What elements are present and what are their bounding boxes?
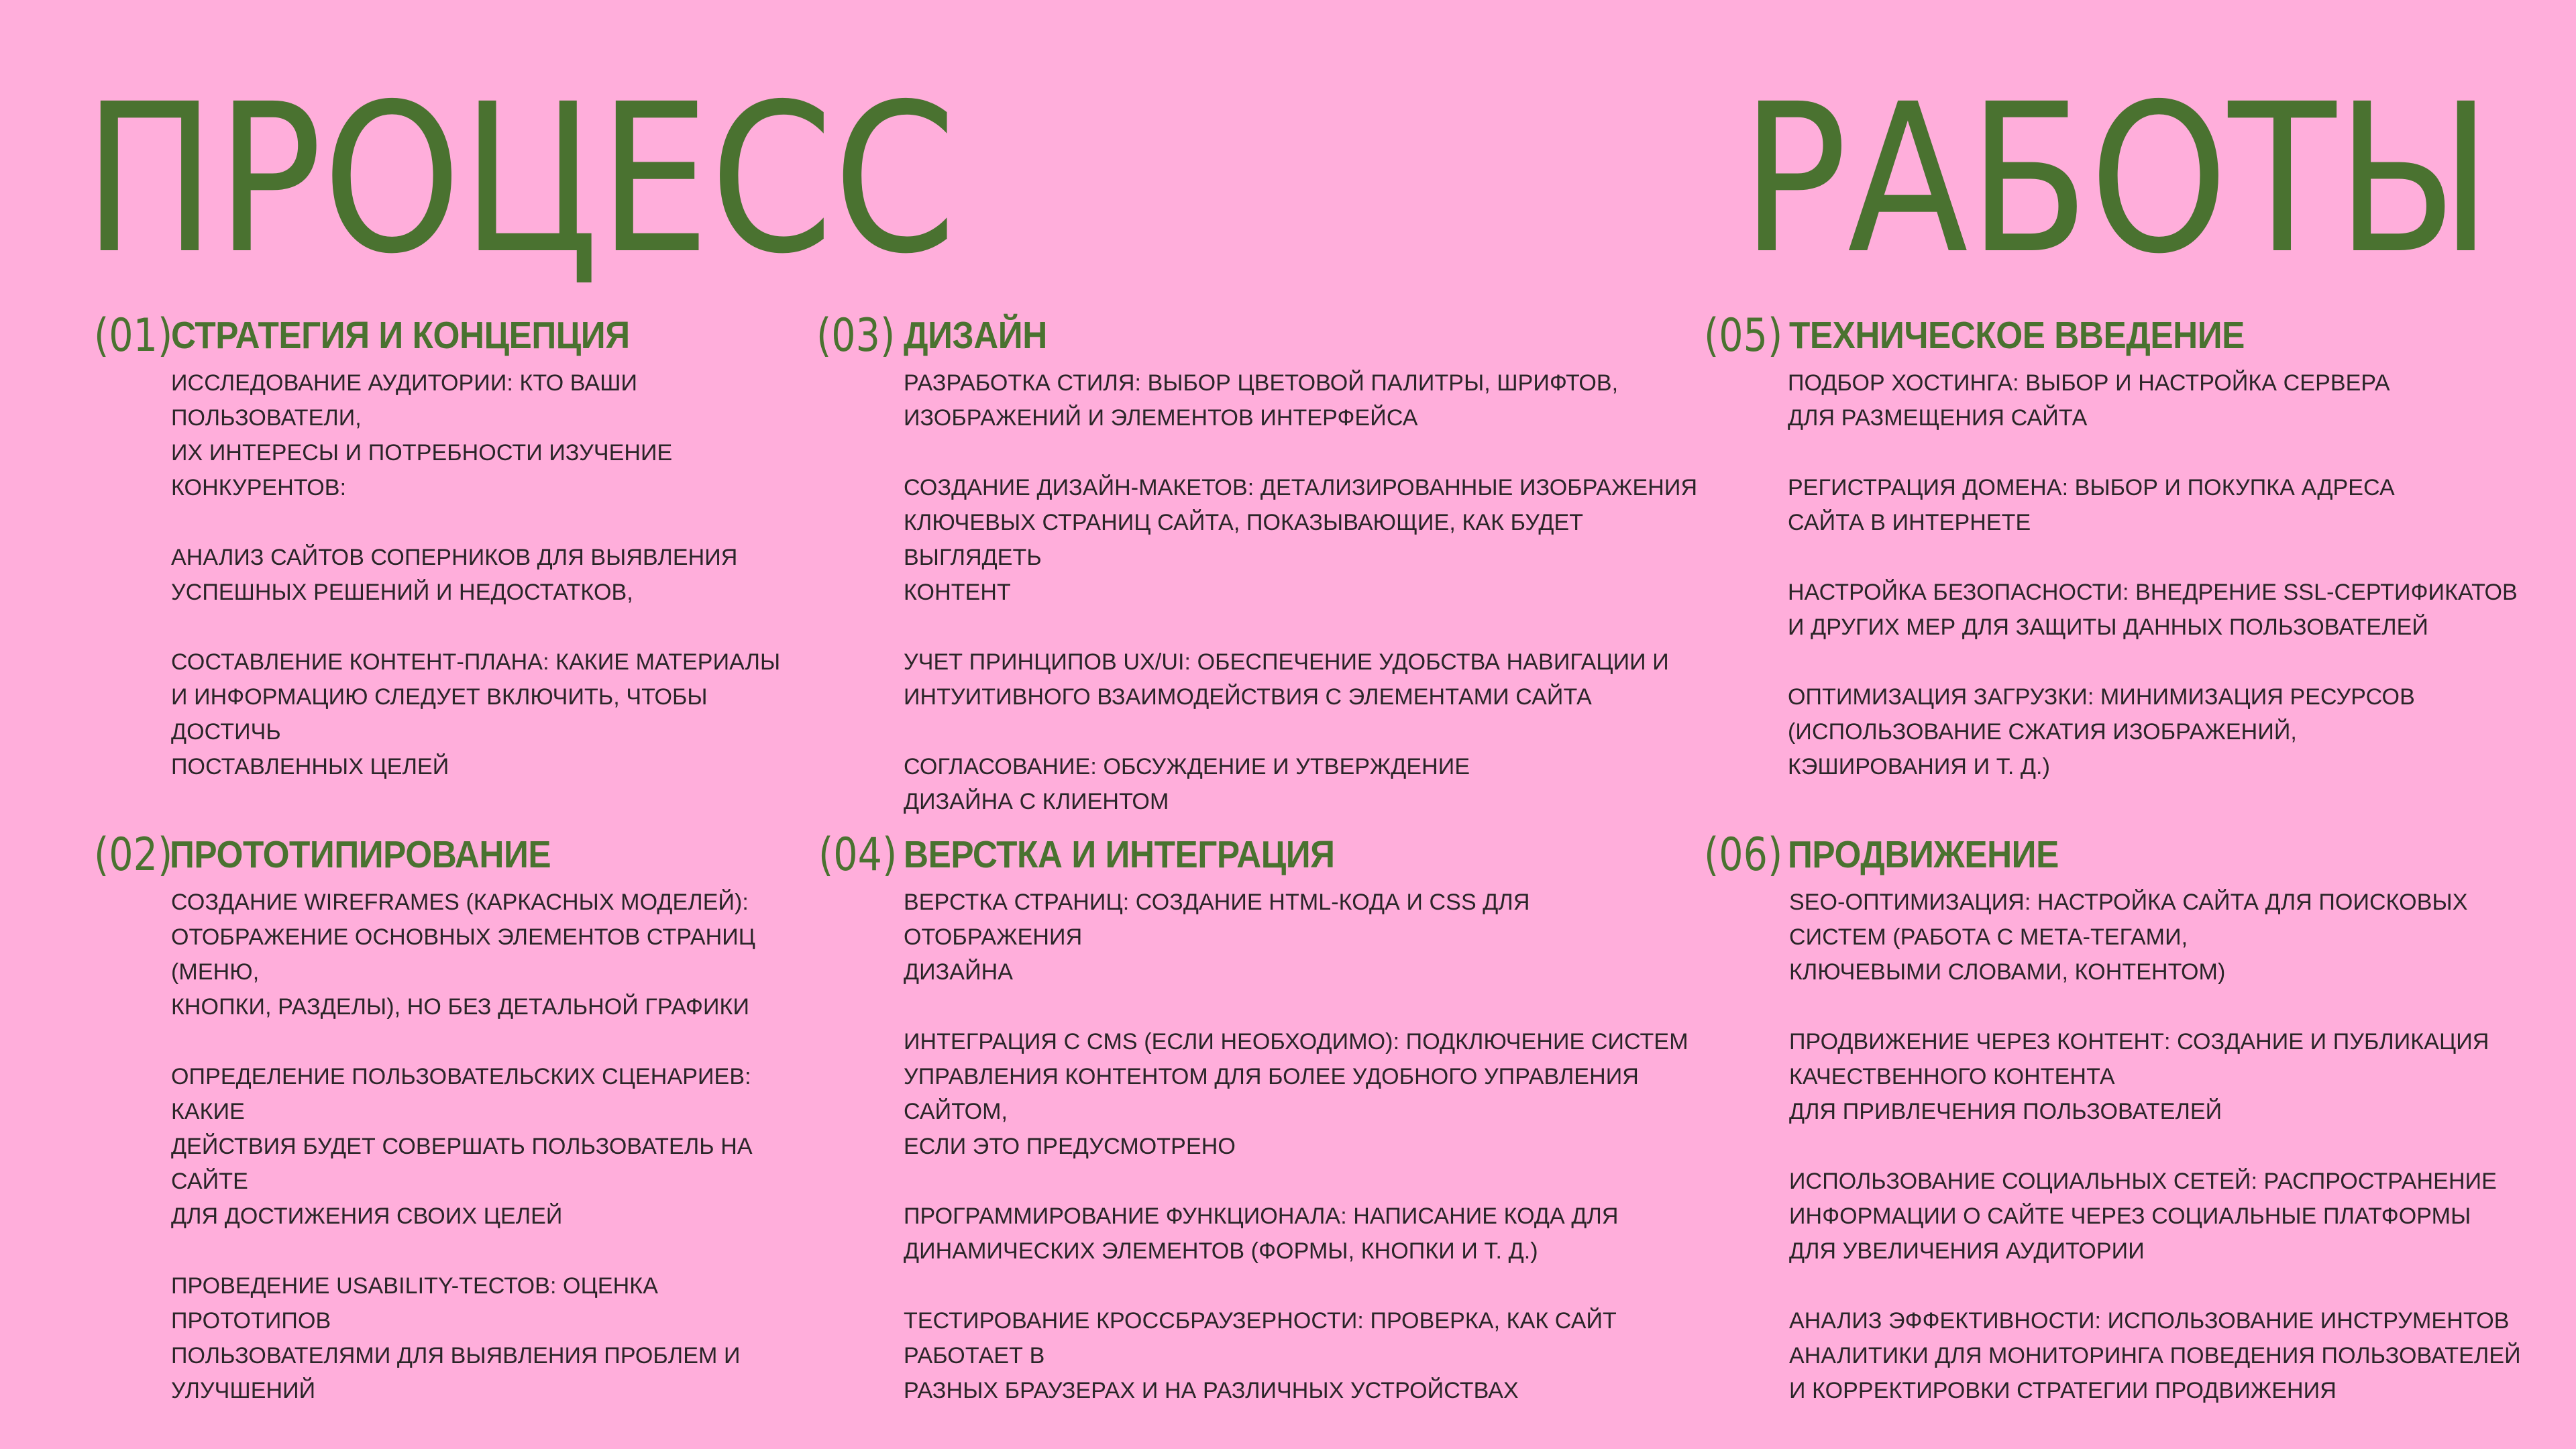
section-items: [904, 366, 1709, 854]
list-item: РЕГИСТРАЦИЯ ДОМЕНА: ВЫБОР И ПОКУПКА АДРЕСА САЙТА В ИНТЕРНЕТЕ: [1788, 475, 2395, 535]
list-item: СОСТАВЛЕНИЕ КОНТЕНТ-ПЛАНА: КАКИЕ МАТЕРИАЛЫ И ИНФОРМАЦИЮ СЛЕДУЕТ ВКЛЮЧИТЬ, ЧТОБЫ ДОСТИЧЬ ПОСТАВЛЕННЫХ ЦЕЛЕЙ: [171, 649, 781, 780]
section-strategy: [94, 307, 781, 780]
section-heading: ТЕХНИЧЕСКОЕ ВВЕДЕНИЕ: [1789, 314, 2245, 357]
list-item: СОЗДАНИЕ WIREFRAMES (КАРКАСНЫХ МОДЕЛЕЙ): ОТОБРАЖЕНИЕ ОСНОВНЫХ ЭЛЕМЕНТОВ СТРАНИЦ (МЕНЮ, КНОПКИ, РАЗДЕЛЫ), НО БЕЗ ДЕТАЛЬНОЙ ГРАФИКИ: [171, 890, 756, 1020]
section-items: [171, 366, 815, 819]
section-promotion: [1704, 826, 2521, 1403]
section-number: (02): [94, 828, 173, 881]
page-title-left: ПРОЦЕСС: [83, 60, 957, 299]
section-number: (03): [816, 309, 896, 362]
list-item: РАЗРАБОТКА СТИЛЯ: ВЫБОР ЦВЕТОВОЙ ПАЛИТРЫ, ШРИФТОВ, ИЗОБРАЖЕНИЙ И ЭЛЕМЕНТОВ ИНТЕРФЕЙСА: [904, 370, 1619, 431]
section-number: (06): [1704, 828, 1783, 881]
list-item: ПРОВЕДЕНИЕ USABILITY-ТЕСТОВ: ОЦЕНКА ПРОТОТИПОВ ПОЛЬЗОВАТЕЛЯМИ ДЛЯ ВЫЯВЛЕНИЯ ПРОБЛЕМ И УЛУЧШЕНИЙ: [171, 1273, 741, 1403]
list-item: ТЕСТИРОВАНИЕ КРОССБРАУЗЕРНОСТИ: ПРОВЕРКА, КАК САЙТ РАБОТАЕТ В РАЗНЫХ БРАУЗЕРАХ И НА РАЗЛИЧНЫХ УСТРОЙСТВАХ: [904, 1308, 1617, 1403]
list-item: ПРОГРАММИРОВАНИЕ ФУНКЦИОНАЛА: НАПИСАНИЕ КОДА ДЛЯ ДИНАМИЧЕСКИХ ЭЛЕМЕНТОВ (ФОРМЫ, КНОПКИ И Т. Д.): [904, 1203, 1619, 1264]
section-heading: ПРОТОТИПИРОВАНИЕ: [170, 833, 551, 876]
list-item: СОГЛАСОВАНИЕ: ОБСУЖДЕНИЕ И УТВЕРЖДЕНИЕ ДИЗАЙНА С КЛИЕНТОМ: [904, 754, 1470, 814]
section-heading: ПРОДВИЖЕНИЕ: [1788, 833, 2059, 876]
list-item: УЧЕТ ПРИНЦИПОВ UX/UI: ОБЕСПЕЧЕНИЕ УДОБСТВА НАВИГАЦИИ И ИНТУИТИВНОГО ВЗАИМОДЕЙСТВИЯ С ЭЛЕМЕНТАМИ САЙТА: [904, 649, 1669, 710]
section-heading: ВЕРСТКА И ИНТЕГРАЦИЯ: [904, 833, 1335, 876]
list-item: ПОДБОР ХОСТИНГА: ВЫБОР И НАСТРОЙКА СЕРВЕРА ДЛЯ РАЗМЕЩЕНИЯ САЙТА: [1788, 370, 2390, 431]
section-items: [1788, 366, 2553, 819]
section-items: [904, 885, 1709, 1443]
section-markup-integration: [818, 826, 1688, 1403]
list-item: SEO-ОПТИМИЗАЦИЯ: НАСТРОЙКА САЙТА ДЛЯ ПОИСКОВЫХ СИСТЕМ (РАБОТА С МЕТА-ТЕГАМИ, КЛЮЧЕВЫМИ СЛОВАМИ, КОНТЕНТОМ): [1789, 890, 2468, 985]
list-item: СОЗДАНИЕ ДИЗАЙН-МАКЕТОВ: ДЕТАЛИЗИРОВАННЫЕ ИЗОБРАЖЕНИЯ КЛЮЧЕВЫХ СТРАНИЦ САЙТА, ПОКАЗЫВАЮЩИЕ, КАК БУДЕТ ВЫГЛЯДЕТЬ КОНТЕНТ: [904, 475, 1698, 605]
list-item: ИНТЕГРАЦИЯ С CMS (ЕСЛИ НЕОБХОДИМО): ПОДКЛЮЧЕНИЕ СИСТЕМ УПРАВЛЕНИЯ КОНТЕНТОМ ДЛЯ БОЛЕЕ УДОБНОГО УПРАВЛЕНИЯ САЙТОМ, ЕСЛИ ЭТО ПРЕДУСМОТРЕНО: [904, 1029, 1688, 1159]
list-item: ВЕРСТКА СТРАНИЦ: СОЗДАНИЕ HTML-КОДА И CSS ДЛЯ ОТОБРАЖЕНИЯ ДИЗАЙНА: [904, 890, 1530, 985]
list-item: ИССЛЕДОВАНИЕ АУДИТОРИИ: КТО ВАШИ ПОЛЬЗОВАТЕЛИ, ИХ ИНТЕРЕСЫ И ПОТРЕБНОСТИ ИЗУЧЕНИЕ КОНКУРЕНТОВ:: [171, 370, 673, 500]
list-item: НАСТРОЙКА БЕЗОПАСНОСТИ: ВНЕДРЕНИЕ SSL-СЕРТИФИКАТОВ И ДРУГИХ МЕР ДЛЯ ЗАЩИТЫ ДАННЫХ ПОЛЬЗОВАТЕЛЕЙ: [1788, 580, 2518, 640]
section-design: [816, 307, 1698, 814]
section-number: (05): [1704, 309, 1783, 362]
section-heading: СТРАТЕГИЯ И КОНЦЕПЦИЯ: [171, 314, 630, 357]
list-item: ПРОДВИЖЕНИЕ ЧЕРЕЗ КОНТЕНТ: СОЗДАНИЕ И ПУБЛИКАЦИЯ КАЧЕСТВЕННОГО КОНТЕНТА ДЛЯ ПРИВЛЕЧЕНИЯ ПОЛЬЗОВАТЕЛЕЙ: [1789, 1029, 2489, 1124]
list-item: ОПТИМИЗАЦИЯ ЗАГРУЗКИ: МИНИМИЗАЦИЯ РЕСУРСОВ (ИСПОЛЬЗОВАНИЕ СЖАТИЯ ИЗОБРАЖЕНИЙ, КЭШИРОВАНИЯ И Т. Д.): [1788, 684, 2415, 780]
list-item: ИСПОЛЬЗОВАНИЕ СОЦИАЛЬНЫХ СЕТЕЙ: РАСПРОСТРАНЕНИЕ ИНФОРМАЦИИ О САЙТЕ ЧЕРЕЗ СОЦИАЛЬНЫЕ ПЛАТФОРМЫ ДЛЯ УВЕЛИЧЕНИЯ АУДИТОРИИ: [1789, 1169, 2497, 1264]
section-number: (04): [818, 828, 898, 881]
section-prototyping: [94, 826, 756, 1403]
page-title-right: РАБОТЫ: [1741, 60, 2492, 299]
section-technical: [1704, 307, 2518, 780]
section-items: [1789, 885, 2554, 1443]
list-item: АНАЛИЗ ЭФФЕКТИВНОСТИ: ИСПОЛЬЗОВАНИЕ ИНСТРУМЕНТОВ АНАЛИТИКИ ДЛЯ МОНИТОРИНГА ПОВЕДЕНИЯ ПОЛЬЗОВАТЕЛЕЙ И КОРРЕКТИРОВКИ СТРАТЕГИИ ПРОДВИЖЕНИЯ: [1789, 1308, 2521, 1403]
list-item: АНАЛИЗ САЙТОВ СОПЕРНИКОВ ДЛЯ ВЫЯВЛЕНИЯ УСПЕШНЫХ РЕШЕНИЙ И НЕДОСТАТКОВ,: [171, 545, 738, 605]
section-number: (01): [94, 309, 173, 362]
list-item: ОПРЕДЕЛЕНИЕ ПОЛЬЗОВАТЕЛЬСКИХ СЦЕНАРИЕВ: КАКИЕ ДЕЙСТВИЯ БУДЕТ СОВЕРШАТЬ ПОЛЬЗОВАТЕЛЬ НА САЙТЕ ДЛЯ ДОСТИЖЕНИЯ СВОИХ ЦЕЛЕЙ: [171, 1064, 753, 1229]
section-items: [171, 885, 815, 1443]
section-heading: ДИЗАЙН: [904, 314, 1047, 357]
